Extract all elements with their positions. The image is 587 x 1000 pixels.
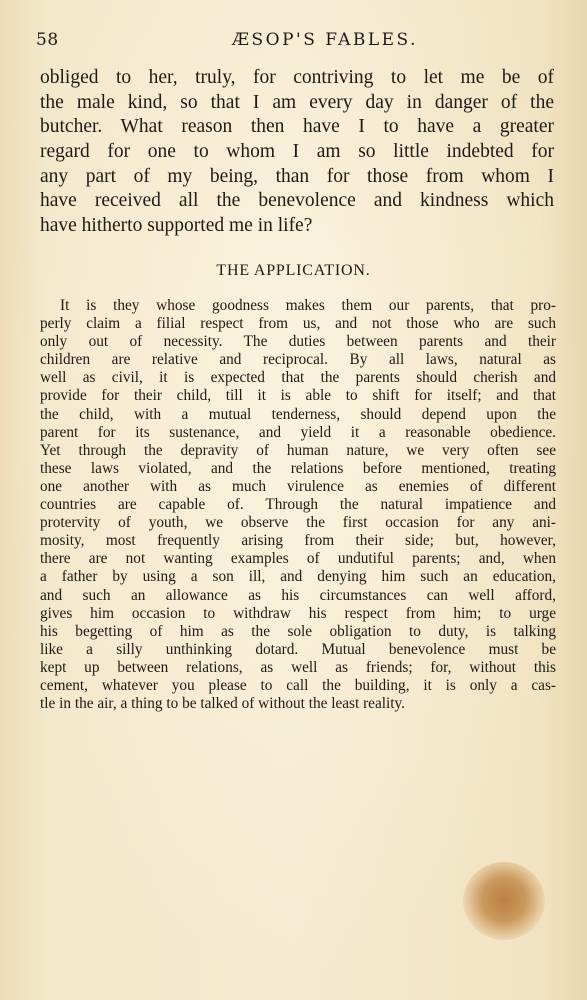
text-line: provide for their child, till it is able to shift for itself; and that: [40, 387, 556, 405]
text-line: a father by using a son ill, and denying him such an education,: [40, 568, 556, 586]
text-line: one another with as much virulence as enemies of different: [40, 477, 556, 495]
text-line: gives him occasion to withdraw his respect from him; to urge: [40, 604, 556, 622]
text-line: protervity of youth, we observe the first occasion for any ani-: [40, 514, 556, 532]
text-line: cement, whatever you please to call the building, it is only a cas-: [40, 676, 556, 694]
running-head: [36, 30, 556, 52]
text-line: countries are capable of. Through the natural impatience and: [40, 496, 556, 514]
text-line: well as civil, it is expected that the parents should cherish and: [40, 369, 556, 387]
section-heading: THE APPLICATION.: [216, 262, 371, 279]
text-line: and such an allowance as his circumstances can well afford,: [40, 586, 556, 604]
text-line: kept up between relations, as well as friends; for, without this: [40, 658, 556, 676]
book-title: ÆSOP'S FABLES.: [232, 30, 418, 50]
page-number: 58: [36, 30, 59, 50]
text-line: tle in the air, a thing to be talked of without the least reality.: [40, 695, 405, 713]
text-line: obliged to her, truly, for contriving to let me be of: [40, 67, 554, 88]
text-line: these laws violated, and the relations before mentioned, treating: [40, 459, 556, 477]
text-line: It is they whose goodness makes them our parents, that pro-: [60, 297, 556, 314]
text-line: mosity, most frequently arising from their side; but, however,: [40, 532, 556, 550]
text-line: regard for one to whom I am so little indebted for: [40, 141, 554, 163]
fable-text: [40, 66, 554, 239]
text-line: there are not wanting examples of undutiful parents; and, when: [40, 550, 556, 568]
text-line: the child, with a mutual tenderness, should depend upon the: [40, 405, 556, 423]
text-line: Yet through the depravity of human nature, we very often see: [40, 441, 556, 459]
text-line: perly claim a filial respect from us, and not those who are such: [40, 315, 556, 333]
text-line: like a silly unthinking dotard. Mutual benevolence must be: [40, 640, 556, 658]
paper-stain: [463, 862, 545, 940]
text-line: children are relative and reciprocal. By all laws, natural as: [40, 351, 556, 369]
text-line: only out of necessity. The duties between parents and their: [40, 333, 556, 351]
application-text: [40, 297, 556, 713]
text-line: any part of my being, than for those from whom I: [40, 165, 554, 187]
text-line: have received all the benevolence and kindness which: [40, 190, 554, 212]
text-line: his begetting of him as the sole obligation to duty, is talking: [40, 622, 556, 640]
text-line: the male kind, so that I am every day in danger of the: [40, 91, 554, 113]
text-line: have hitherto supported me in life?: [40, 215, 313, 237]
text-line: butcher. What reason then have I to have a greater: [40, 116, 554, 138]
text-line: parent for its sustenance, and yield it a reasonable obedience.: [40, 423, 556, 441]
